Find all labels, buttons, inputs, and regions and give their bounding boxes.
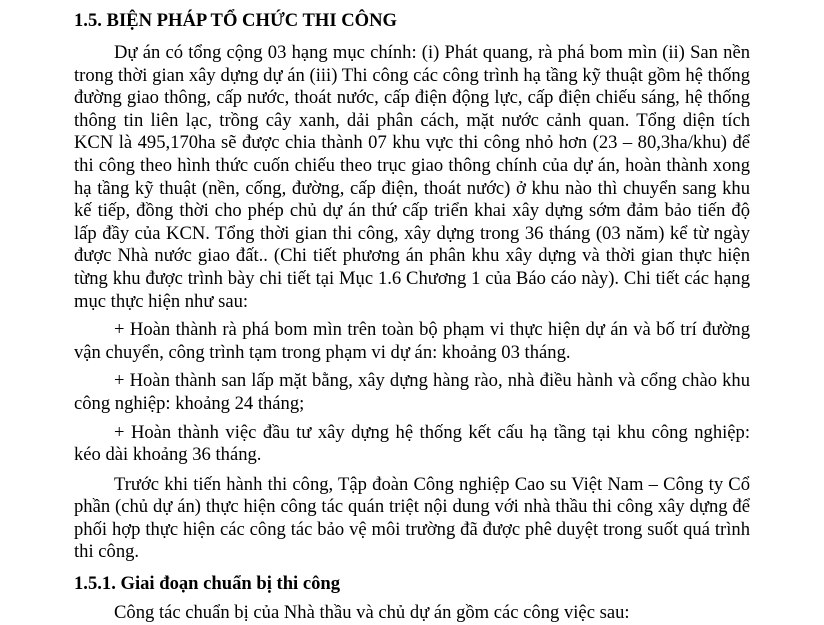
paragraph-intro: Dự án có tổng cộng 03 hạng mục chính: (i) Phát quang, rà phá bom mìn (ii) San nền trong thời gian xây dựng dự án (iii) Thi công các công trình hạ tầng kỹ thuật gồm hệ thống đường giao thông, cấp nước, thoát nước, cấp điện động lực, cấp điện chiếu sáng, hệ thống thông tin liên lạc, trồng cây xanh, dải phân cách, mặt nước cảnh quan. Tổng diện tích KCN là 495,170ha sẽ được chia thành 07 khu vực thi công nhỏ hơn (23 – 80,3ha/khu) để thi công theo hình thức cuốn chiếu theo trục giao thông chính của dự án, hoàn thành xong hạ tầng kỹ thuật (nền, cống, đường, cấp điện, thoát nước) ở khu nào thì chuyển sang khu kế tiếp, đồng thời cho phép chủ dự án thứ cấp triển khai xây dựng sớm đảm bảo tiến độ lấp đầy của KCN. Tổng thời gian thi công, xây dựng trong 36 tháng (03 năm) kể từ ngày được Nhà nước giao đất.. (Chi tiết phương án phân khu xây dựng và thời gian thực hiện từng khu được trình bày chi tiết tại Mục 1.6 Chương 1 của Báo cáo này). Chi tiết các hạng mục thực hiện như sau: <box>74 42 750 312</box>
paragraph-subsection-intro: Công tác chuẩn bị của Nhà thầu và chủ dự án gồm các công việc sau: <box>114 602 630 624</box>
bullet-item-3: + Hoàn thành việc đầu tư xây dựng hệ thống kết cấu hạ tầng tại khu công nghiệp: kéo dài khoảng 36 tháng. <box>74 421 750 466</box>
paragraph-preparation: Trước khi tiến hành thi công, Tập đoàn Công nghiệp Cao su Việt Nam – Công ty Cổ phần (chủ dự án) thực hiện công tác quán triệt nội dung với nhà thầu thi công xây dựng để phối hợp thực hiện các công tác bảo vệ môi trường đã được phê duyệt trong suốt quá trình thi công. <box>74 473 750 563</box>
document-page <box>74 0 750 625</box>
section-heading: 1.5. BIỆN PHÁP TỔ CHỨC THI CÔNG <box>74 10 398 31</box>
bullet-item-1: + Hoàn thành rà phá bom mìn trên toàn bộ phạm vi thực hiện dự án và bố trí đường vận chuyển, công trình tạm trong phạm vi dự án: khoảng 03 tháng. <box>74 319 750 363</box>
subsection-heading: 1.5.1. Giai đoạn chuẩn bị thi công <box>74 573 341 595</box>
bullet-item-2: + Hoàn thành san lấp mặt bằng, xây dựng hàng rào, nhà điều hành và cổng chào khu công nghiệp: khoảng 24 tháng; <box>74 370 750 414</box>
